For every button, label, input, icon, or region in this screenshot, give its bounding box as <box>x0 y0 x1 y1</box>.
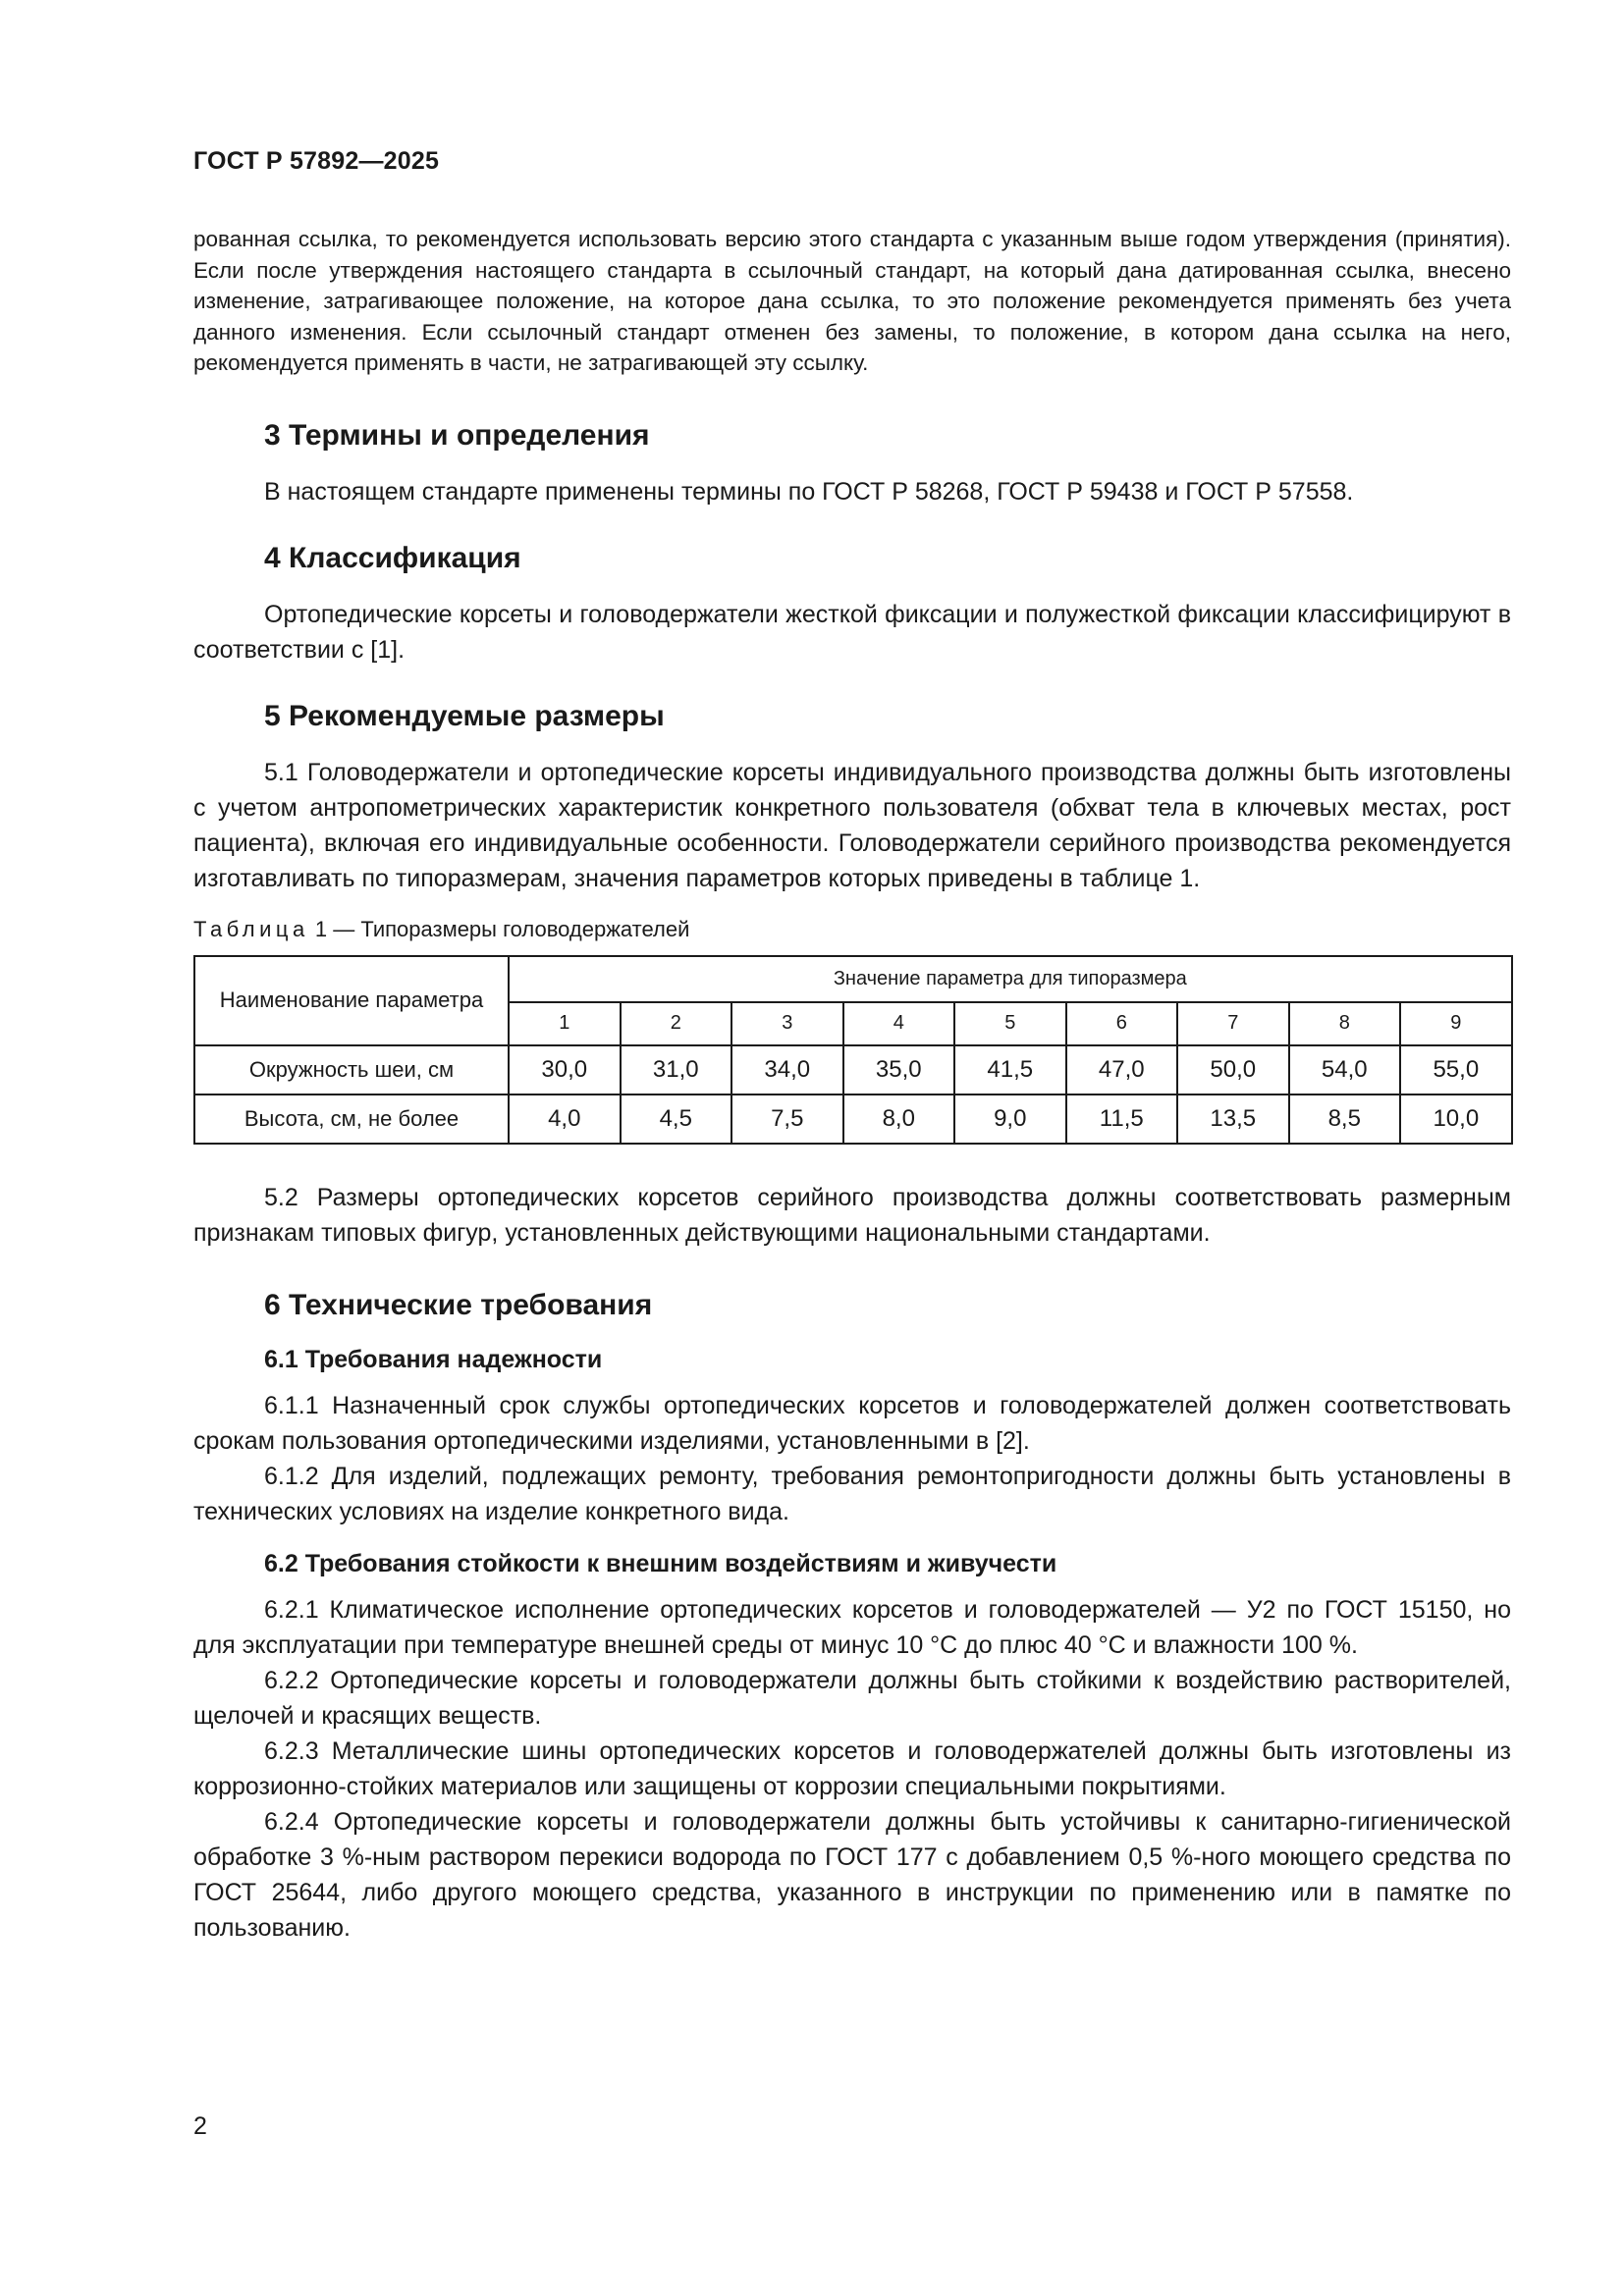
clause-6-1-1: 6.1.1 Назначенный срок службы ортопедических корсетов и головодержателей должен соответствовать срокам пользования ортопедическими изделиями, установленными в [2]. <box>193 1391 1511 1455</box>
section-5-1-text: 5.1 Головодержатели и ортопедические корсеты индивидуального производства должны быть изготовлены с учетом антропометрических характеристик конкретного пользователя (обхват тела в ключевых местах, рост пациента), включая его индивидуальные особенности. Головодержатели серийного производства рекомендуется изготавливать по типоразмерам, значения параметров которых приведены в таблице 1. <box>193 758 1511 892</box>
clause-6-2-3: 6.2.3 Металлические шины ортопедических корсетов и головодержателей должны быть изготовлены из коррозионно-стойких материалов или защищены от коррозии специальными покрытиями. <box>193 1736 1511 1800</box>
table-caption-title: 1 — Типоразмеры головодержателей <box>314 916 690 941</box>
size-header: 8 <box>1289 1002 1401 1045</box>
size-header: 5 <box>954 1002 1066 1045</box>
size-header: 9 <box>1400 1002 1512 1045</box>
table-cell: 4,0 <box>509 1095 621 1144</box>
clause-6-2-1: 6.2.1 Климатическое исполнение ортопедических корсетов и головодержателей — У2 по ГОСТ 15150, но для эксплуатации при температуре внешней среды от минус 10 °С до плюс 40 °С и влажности 100 %. <box>193 1595 1511 1659</box>
section-6-title: 6 Технические требования <box>264 1288 653 1321</box>
size-group-header: Значение параметра для типоразмера <box>509 956 1512 1002</box>
table-cell: 55,0 <box>1400 1045 1512 1095</box>
clause-6-1-2: 6.1.2 Для изделий, подлежащих ремонту, требования ремонтопригодности должны быть установлены в технических условиях на изделие конкретного вида. <box>193 1462 1511 1525</box>
section-5-title: 5 Рекомендуемые размеры <box>264 699 665 732</box>
table-cell: 35,0 <box>843 1045 955 1095</box>
section-4-text: Ортопедические корсеты и головодержатели жесткой фиксации и полужесткой фиксации классифицируют в соответствии с [1]. <box>193 600 1511 664</box>
table-cell: 31,0 <box>621 1045 732 1095</box>
standard-code-header: ГОСТ Р 57892—2025 <box>193 147 440 175</box>
table-cell: 47,0 <box>1066 1045 1178 1095</box>
subsection-6-2-title: 6.2 Требования стойкости к внешним воздействиям и живучести <box>264 1549 1057 1577</box>
table-caption-word: Таблица <box>193 916 309 941</box>
table-cell: 13,5 <box>1177 1095 1289 1144</box>
page-content <box>193 224 1511 1946</box>
table-row <box>194 1045 1512 1095</box>
section-4-title: 4 Классификация <box>264 541 521 574</box>
table-1-sizes <box>193 955 1513 1145</box>
table-cell: 54,0 <box>1289 1045 1401 1095</box>
size-header: 3 <box>731 1002 843 1045</box>
table-row <box>194 1095 1512 1144</box>
section-3-text: В настоящем стандарте применены термины по ГОСТ Р 58268, ГОСТ Р 59438 и ГОСТ Р 57558. <box>264 477 1354 506</box>
table-cell: 50,0 <box>1177 1045 1289 1095</box>
row-name: Окружность шеи, см <box>194 1045 509 1095</box>
table-cell: 30,0 <box>509 1045 621 1095</box>
size-header: 7 <box>1177 1002 1289 1045</box>
table-cell: 7,5 <box>731 1095 843 1144</box>
param-name-header: Наименование параметра <box>194 956 509 1045</box>
table-cell: 41,5 <box>954 1045 1066 1095</box>
table-cell: 4,5 <box>621 1095 732 1144</box>
row-name: Высота, см, не более <box>194 1095 509 1144</box>
table-cell: 11,5 <box>1066 1095 1178 1144</box>
table-cell: 8,5 <box>1289 1095 1401 1144</box>
table-cell: 10,0 <box>1400 1095 1512 1144</box>
table-cell: 8,0 <box>843 1095 955 1144</box>
section-5-2-text: 5.2 Размеры ортопедических корсетов серийного производства должны соответствовать размерным признакам типовых фигур, установленных действующими национальными стандартами. <box>193 1183 1511 1247</box>
section-3-title: 3 Термины и определения <box>264 418 650 452</box>
lead-paragraph: рованная ссылка, то рекомендуется использовать версию этого стандарта с указанным выше годом утверждения (принятия). Если после утверждения настоящего стандарта в ссылочный стандарт, на который дана датированная ссылка, внесено изменение, затрагивающее положение, на которое дана ссылка, то это положение рекомендуется применять без учета данного изменения. Если ссылочный стандарт отменен без замены, то положение, в котором дана ссылка на него, рекомендуется применять в части, не затрагивающей эту ссылку. <box>193 227 1511 375</box>
subsection-6-1-title: 6.1 Требования надежности <box>264 1345 603 1373</box>
page-number: 2 <box>193 2112 207 2140</box>
table-cell: 9,0 <box>954 1095 1066 1144</box>
size-header: 1 <box>509 1002 621 1045</box>
size-header: 2 <box>621 1002 732 1045</box>
table-cell: 34,0 <box>731 1045 843 1095</box>
size-header: 6 <box>1066 1002 1178 1045</box>
table-1-caption <box>193 916 1511 943</box>
clause-6-2-2: 6.2.2 Ортопедические корсеты и головодержатели должны быть стойкими к воздействию растворителей, щелочей и красящих веществ. <box>193 1666 1511 1730</box>
size-header: 4 <box>843 1002 955 1045</box>
clause-6-2-4: 6.2.4 Ортопедические корсеты и головодержатели должны быть устойчивы к санитарно-гигиенической обработке 3 %-ным раствором перекиси водорода по ГОСТ 177 с добавлением 0,5 %-ного моющего средства по ГОСТ 25644, либо другого моющего средства, указанного в инструкции по применению или в памятке по пользованию. <box>193 1807 1511 1942</box>
